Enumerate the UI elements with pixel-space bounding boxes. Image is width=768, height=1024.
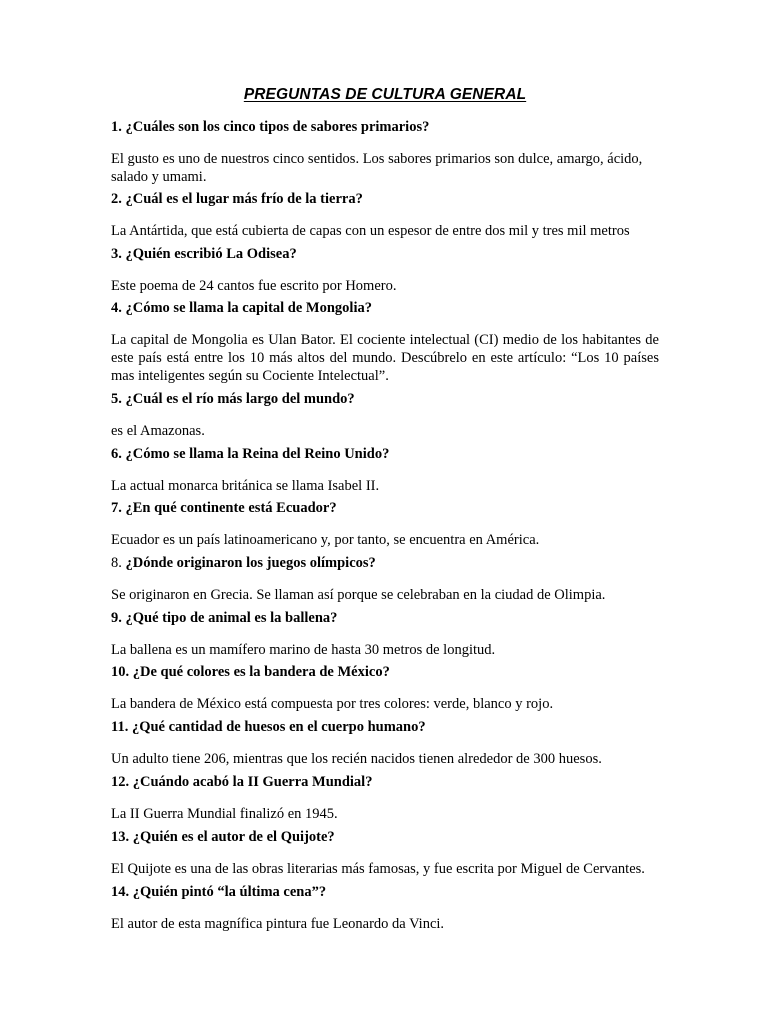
question-1: 1. ¿Cuáles son los cinco tipos de sabores primarios? [111,119,430,135]
answer-10: La bandera de México está compuesta por tres colores: verde, blanco y rojo. [111,696,554,712]
qa-item-9 [111,609,659,659]
question-10: 10. ¿De qué colores es la bandera de México? [111,664,390,680]
question-4: 4. ¿Cómo se llama la capital de Mongolia? [111,300,372,316]
document-title: PREGUNTAS DE CULTURA GENERAL [243,86,527,103]
question-8-text: ¿Dónde originaron los juegos olímpicos? [125,555,376,571]
qa-item-3 [111,245,659,295]
answer-13: El Quijote es una de las obras literarias más famosas, y fue escrita por Miguel de Cervantes. [111,861,645,877]
qa-item-5 [111,390,659,440]
qa-item-10 [111,663,659,713]
question-8-number: 8. [111,555,122,571]
answer-5: es el Amazonas. [111,423,205,439]
answer-14: El autor de esta magnífica pintura fue Leonardo da Vinci. [111,916,445,932]
qa-item-11 [111,718,659,768]
qa-item-1 [111,118,659,186]
qa-item-2 [111,190,659,240]
qa-item-8 [111,554,659,604]
qa-item-4 [111,299,659,385]
answer-1: El gusto es uno de nuestros cinco sentidos. Los sabores primarios son dulce, amargo, ácido, salado y umami. [111,151,643,185]
question-11: 11. ¿Qué cantidad de huesos en el cuerpo humano? [111,719,426,735]
answer-11: Un adulto tiene 206, mientras que los recién nacidos tienen alrededor de 300 huesos. [111,751,602,767]
answer-4: La capital de Mongolia es Ulan Bator. El cociente intelectual (CI) medio de los habitantes de este país está entre los 10 más altos del mundo. Descúbrelo en este artículo: “Los 10 países mas inteligentes según su Cociente Intelectual”. [111,332,659,384]
answer-2: La Antártida, que está cubierta de capas con un espesor de entre dos mil y tres mil metros [111,223,630,239]
question-12: 12. ¿Cuándo acabó la II Guerra Mundial? [111,774,373,790]
answer-7: Ecuador es un país latinoamericano y, por tanto, se encuentra en América. [111,532,540,548]
question-5: 5. ¿Cuál es el río más largo del mundo? [111,391,355,407]
question-6: 6. ¿Cómo se llama la Reina del Reino Unido? [111,446,390,462]
question-9: 9. ¿Qué tipo de animal es la ballena? [111,610,338,626]
answer-3: Este poema de 24 cantos fue escrito por Homero. [111,278,397,294]
answer-12: La II Guerra Mundial finalizó en 1945. [111,806,338,822]
question-8 [111,554,659,572]
question-14: 14. ¿Quién pintó “la última cena”? [111,884,327,900]
answer-9: La ballena es un mamífero marino de hasta 30 metros de longitud. [111,642,496,658]
question-7: 7. ¿En qué continente está Ecuador? [111,500,337,516]
qa-item-13 [111,828,659,878]
qa-item-6 [111,445,659,495]
question-13: 13. ¿Quién es el autor de el Quijote? [111,829,335,845]
qa-item-12 [111,773,659,823]
qa-item-14 [111,883,659,933]
answer-8: Se originaron en Grecia. Se llaman así porque se celebraban en la ciudad de Olimpia. [111,587,606,603]
qa-item-7 [111,499,659,549]
question-2: 2. ¿Cuál es el lugar más frío de la tierra? [111,191,363,207]
question-3: 3. ¿Quién escribió La Odisea? [111,246,297,262]
answer-6: La actual monarca británica se llama Isabel II. [111,478,380,494]
